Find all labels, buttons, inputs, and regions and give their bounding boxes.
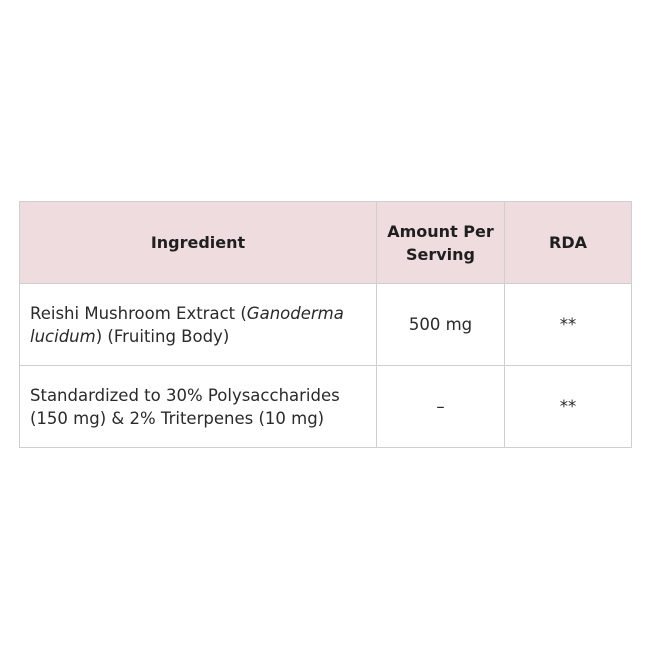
column-header-rda: RDA xyxy=(505,202,632,284)
supplement-facts-table xyxy=(19,201,632,448)
table-header xyxy=(20,202,632,284)
ingredient-name-suffix: ) (Fruiting Body) xyxy=(95,326,230,346)
ingredient-cell: Standardized to 30% Polysaccharides (150 mg) & 2% Triterpenes (10 mg) xyxy=(20,366,377,448)
column-header-amount: Amount Per Serving xyxy=(377,202,505,284)
column-header-ingredient: Ingredient xyxy=(20,202,377,284)
ingredient-cell xyxy=(20,284,377,366)
ingredient-name-prefix: Reishi Mushroom Extract ( xyxy=(30,303,247,323)
header-row xyxy=(20,202,632,284)
supplement-facts-table-container xyxy=(19,201,631,448)
amount-cell: – xyxy=(377,366,505,448)
table-body xyxy=(20,284,632,448)
table-row xyxy=(20,366,632,448)
ingredient-latin-name: Ganoderma lucidum xyxy=(30,303,344,346)
rda-cell: ** xyxy=(505,284,632,366)
amount-cell: 500 mg xyxy=(377,284,505,366)
rda-cell: ** xyxy=(505,366,632,448)
table-row xyxy=(20,284,632,366)
